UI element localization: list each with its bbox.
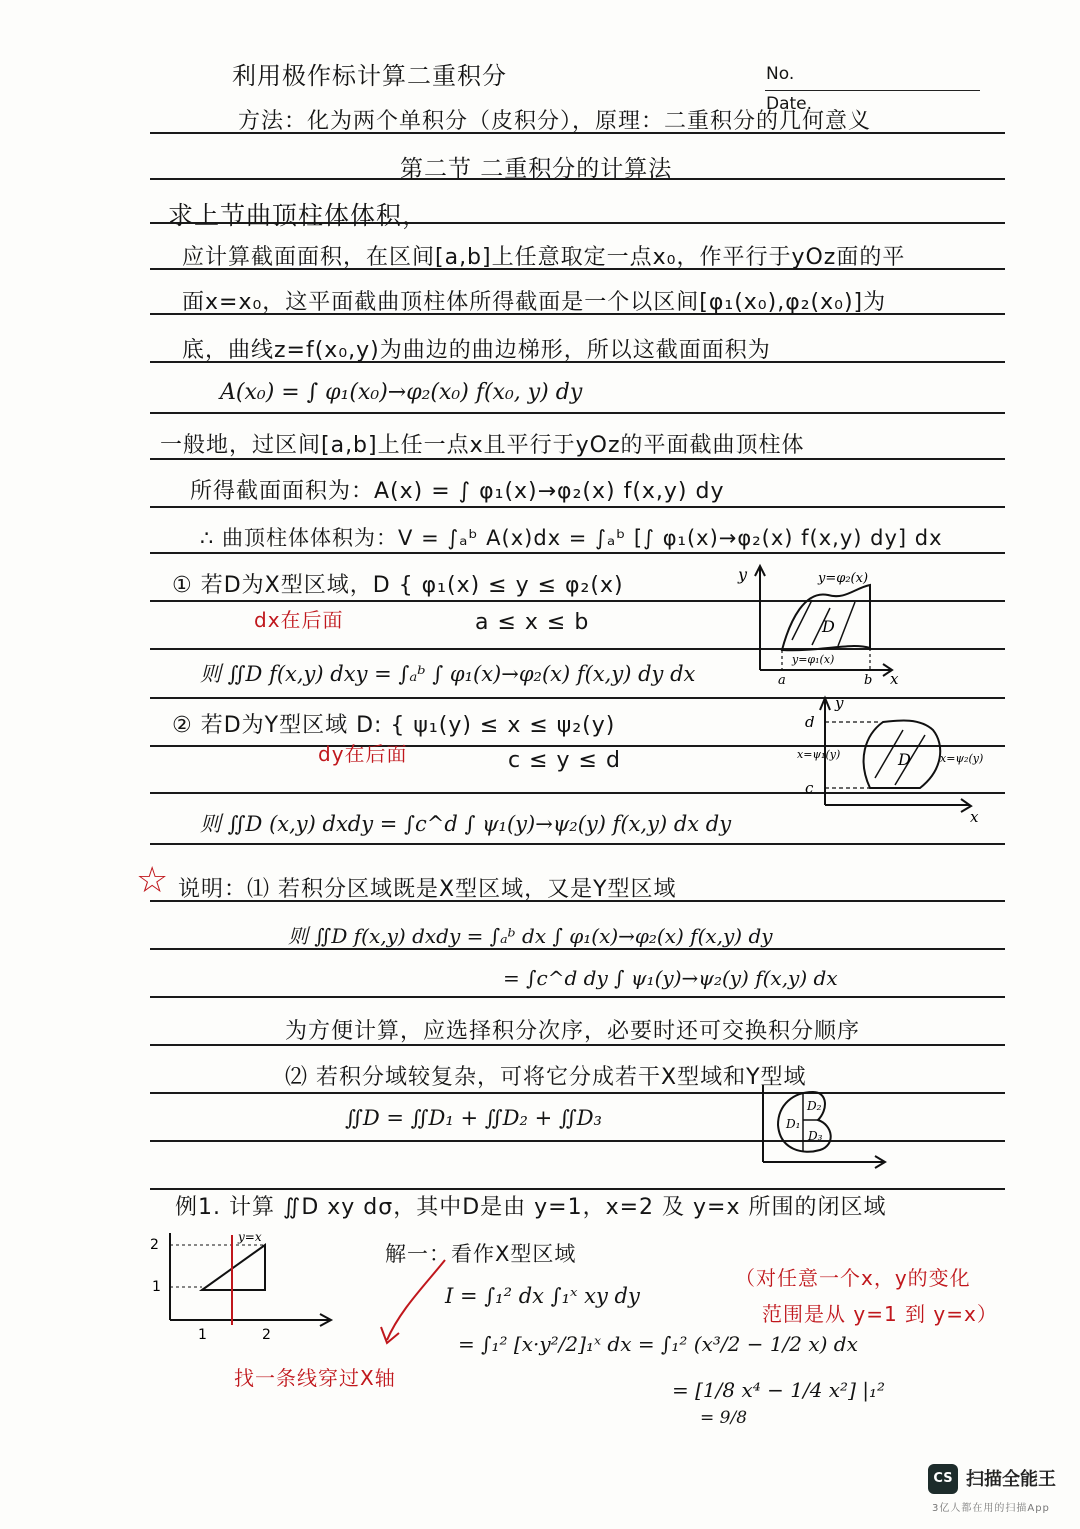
watermark-app-name: 扫描全能王 (966, 1469, 1056, 1490)
fig3-d2: D₂ (807, 1099, 822, 1113)
note-dx-last: dx在后面 (254, 608, 344, 632)
note-order: 为方便计算，应选择积分次序，必要时还可交换积分顺序 (285, 1019, 861, 1044)
x-type-region-figure (730, 560, 910, 688)
fig2-x-label: x (970, 808, 979, 826)
formula-both-2: = ∫c^d dy ∫ ψ₁(y)→ψ₂(y) f(x,y) dx (503, 966, 838, 990)
solution-label: 解一：看作X型区域 (385, 1242, 577, 1266)
fig2-region-label: D (898, 750, 911, 769)
fig4-line-label: y=x (238, 1230, 262, 1244)
formula-area: A(x₀) = ∫ φ₁(x₀)→φ₂(x₀) f(x₀, y) dy (220, 380, 583, 405)
fig4-y2: 2 (150, 1237, 159, 1253)
note-both-types: 说明：⑴ 若积分区域既是X型区域，又是Y型区域 (178, 877, 677, 902)
star-mark: ☆ (136, 860, 169, 901)
watermark-tagline: 3亿人都在用的扫描App (932, 1503, 1050, 1514)
fig1-y-label: y (738, 565, 748, 584)
case-y-type: ② 若D为Y型区域 D: { ψ₁(y) ≤ x ≤ ψ₂(y) (172, 713, 616, 738)
formula-y-type: 则 ∬D (x,y) dxdy = ∫c^d ∫ ψ₁(y)→ψ₂(y) f(x,y) dx dy (200, 812, 732, 836)
body-line-3: 面x=x₀，这平面截曲顶柱体所得截面是一个以区间[φ₁(x₀),φ₂(x₀)]为 (182, 290, 887, 315)
solution-step-4: = 9/8 (700, 1408, 748, 1428)
fig4-x2: 2 (262, 1327, 271, 1343)
rule-line (150, 412, 1005, 414)
formula-both-1: 则 ∬D f(x,y) dxdy = ∫ₐᵇ dx ∫ φ₁(x)→φ₂(x) f(x,y) dy (288, 924, 773, 948)
formula-x-type: 则 ∬D f(x,y) dxy = ∫ₐᵇ ∫ φ₁(x)→φ₂(x) f(x,y) dy dx (200, 662, 696, 686)
example-triangle-figure (140, 1225, 340, 1345)
header-line (765, 90, 980, 91)
body-line-5: 一般地，过区间[a,b]上任一点x且平行于yOz的平面截曲顶柱体 (160, 433, 805, 458)
fig2-c-label: c (805, 779, 814, 797)
fig4-x1: 1 (198, 1327, 207, 1343)
fig4-y1: 1 (152, 1279, 161, 1295)
body-line-2: 应计算截面面积，在区间[a,b]上任意取定一点x₀，作平行于yOz面的平 (182, 245, 906, 270)
fig1-region-label: D (822, 617, 835, 636)
case-x-type: ① 若D为X型区域，D { φ₁(x) ≤ y ≤ φ₂(x) (172, 573, 624, 598)
fig2-y-label: y (835, 694, 844, 712)
fig2-left-curve-label: x=ψ₁(y) (797, 748, 841, 761)
camscanner-logo-icon: CS (928, 1464, 958, 1494)
body-line-4: 底，曲线z=f(x₀,y)为曲边的曲边梯形，所以这截面面积为 (182, 338, 771, 363)
rule-line (150, 843, 1005, 845)
fig1-a-label: a (778, 673, 786, 688)
note-complex: ⑵ 若积分域较复杂，可将它分成若干X型域和Y型域 (285, 1065, 807, 1090)
fig1-top-curve-label: y=φ₂(x) (818, 571, 869, 586)
red-note-1: （对任意一个x，y的变化 (735, 1266, 971, 1290)
rule-line (150, 552, 1005, 554)
solution-step-1: I = ∫₁² dx ∫₁ˣ xy dy (445, 1284, 640, 1308)
fig2-d-label: d (805, 713, 815, 731)
method-line: 方法：化为两个单积分（皮积分），原理：二重积分的几何意义 (238, 109, 872, 134)
body-line-6: 所得截面面积为：A(x) = ∫ φ₁(x)→φ₂(x) f(x,y) dy (190, 479, 725, 504)
date-label: Date. (766, 94, 813, 114)
solution-step-2: = ∫₁² [x·y²/2]₁ˣ dx = ∫₁² (x³/2 − 1/2 x) dx (458, 1332, 858, 1356)
case-x-type-range: a ≤ x ≤ b (475, 610, 590, 635)
case-y-type-range: c ≤ y ≤ d (508, 748, 621, 773)
example-title: 例1. 计算 ∬D xy dσ，其中D是由 y=1，x=2 及 y=x 所围的闭区域 (175, 1195, 887, 1220)
section-title: 第二节 二重积分的计算法 (400, 156, 673, 182)
red-note-2: 范围是从 y=1 到 y=x） (762, 1302, 998, 1326)
red-arrow-annotation (375, 1255, 455, 1355)
fig1-b-label: b (864, 673, 873, 688)
y-type-region-figure (795, 690, 990, 825)
fig1-bottom-curve-label: y=φ₁(x) (792, 653, 835, 666)
page-title: 利用极作标计算二重积分 (232, 62, 507, 90)
solution-step-3: = [1/8 x⁴ − 1/4 x²] |₁² (672, 1378, 886, 1402)
fig3-d3: D₃ (808, 1129, 823, 1143)
rule-line (150, 996, 1005, 998)
rule-line (150, 506, 1005, 508)
fig2-right-curve-label: x=ψ₂(y) (940, 752, 984, 765)
split-region-figure (738, 1080, 888, 1180)
no-label: No. (766, 64, 795, 84)
note-dy-last: dy在后面 (318, 742, 408, 766)
red-note-3: 找一条线穿过X轴 (234, 1366, 396, 1390)
body-line-7: ∴ 曲顶柱体体积为：V = ∫ₐᵇ A(x)dx = ∫ₐᵇ [∫ φ₁(x)→φ₂(x) f(x,y) dy] dx (200, 526, 943, 550)
formula-split: ∬D = ∬D₁ + ∬D₂ + ∬D₃ (345, 1106, 602, 1130)
fig1-x-label: x (890, 670, 899, 688)
body-line-1: 求上节曲顶柱体体积， (168, 201, 429, 230)
fig3-d1: D₁ (786, 1117, 801, 1131)
